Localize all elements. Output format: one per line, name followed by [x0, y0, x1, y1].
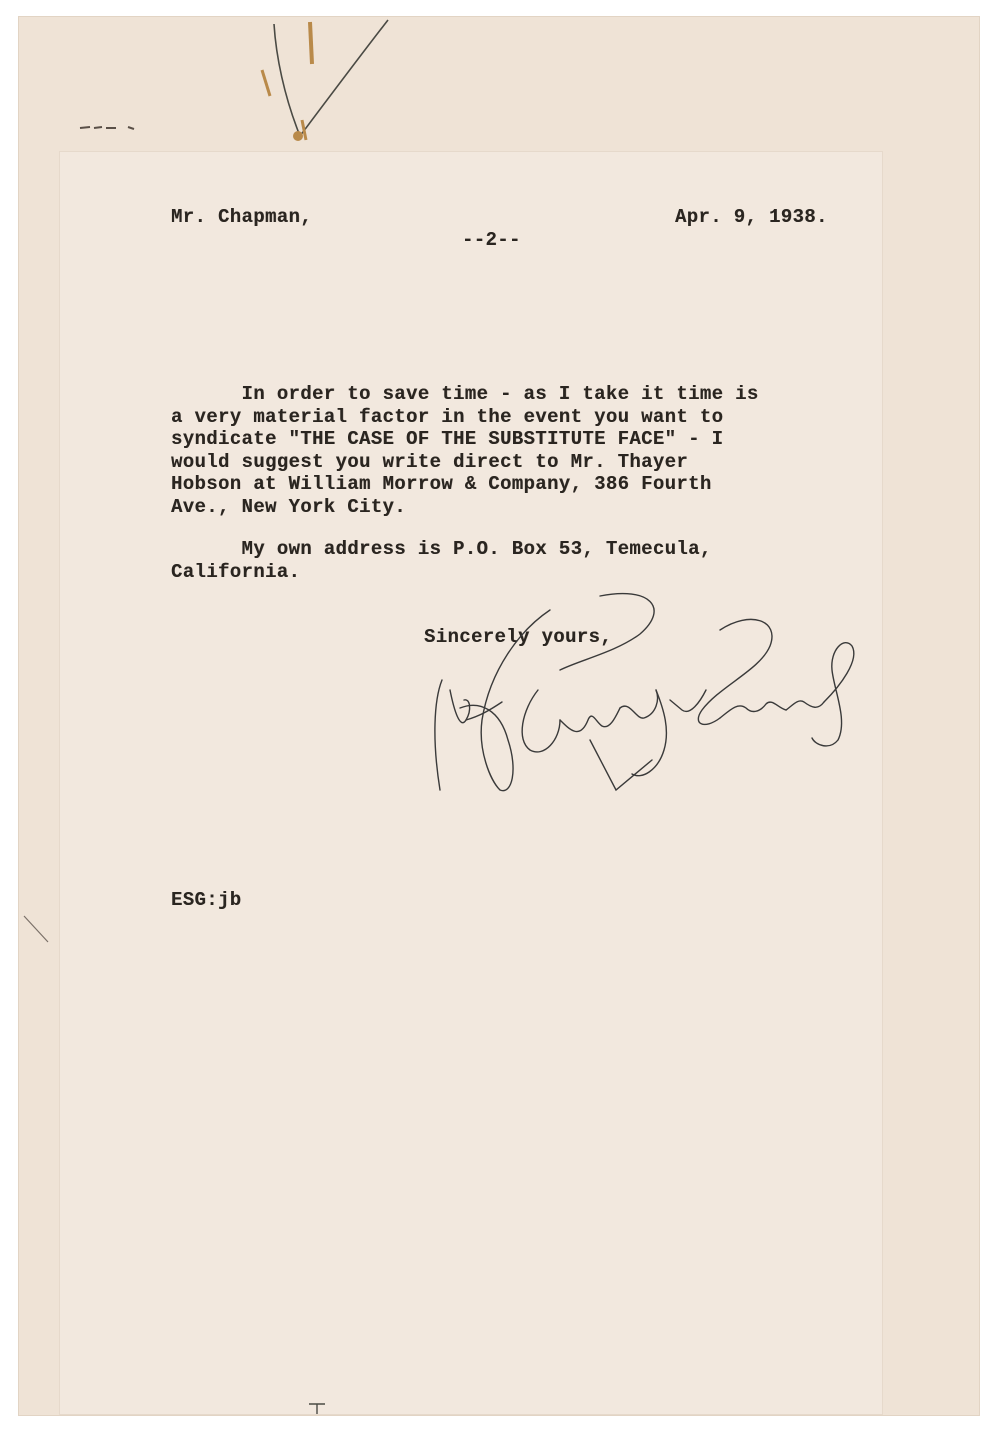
letter-date: Apr. 9, 1938.: [675, 206, 828, 228]
body-paragraph-1: In order to save time - as I take it time is a very material factor in the event you want to syndicate "THE CASE OF THE SUBSTITUTE FACE" - I would suggest you write direct to Mr. Thayer Hobson at William Morrow & Company, 386 Fourth Ave., New York City.: [171, 383, 759, 518]
typist-initials: ESG:jb: [171, 889, 242, 911]
recipient-name: Mr. Chapman,: [171, 206, 313, 228]
pencil-corner-mark: [76, 118, 146, 138]
handwritten-signature: [420, 590, 870, 805]
body-paragraph-2: My own address is P.O. Box 53, Temecula, California.: [171, 538, 712, 583]
bottom-edge-mark: [305, 1400, 329, 1416]
page-number: --2--: [462, 229, 521, 251]
closing-line: Sincerely yours,: [424, 626, 613, 648]
edge-nick-mark: [22, 914, 52, 946]
mounting-hinge-marks: [240, 16, 420, 156]
